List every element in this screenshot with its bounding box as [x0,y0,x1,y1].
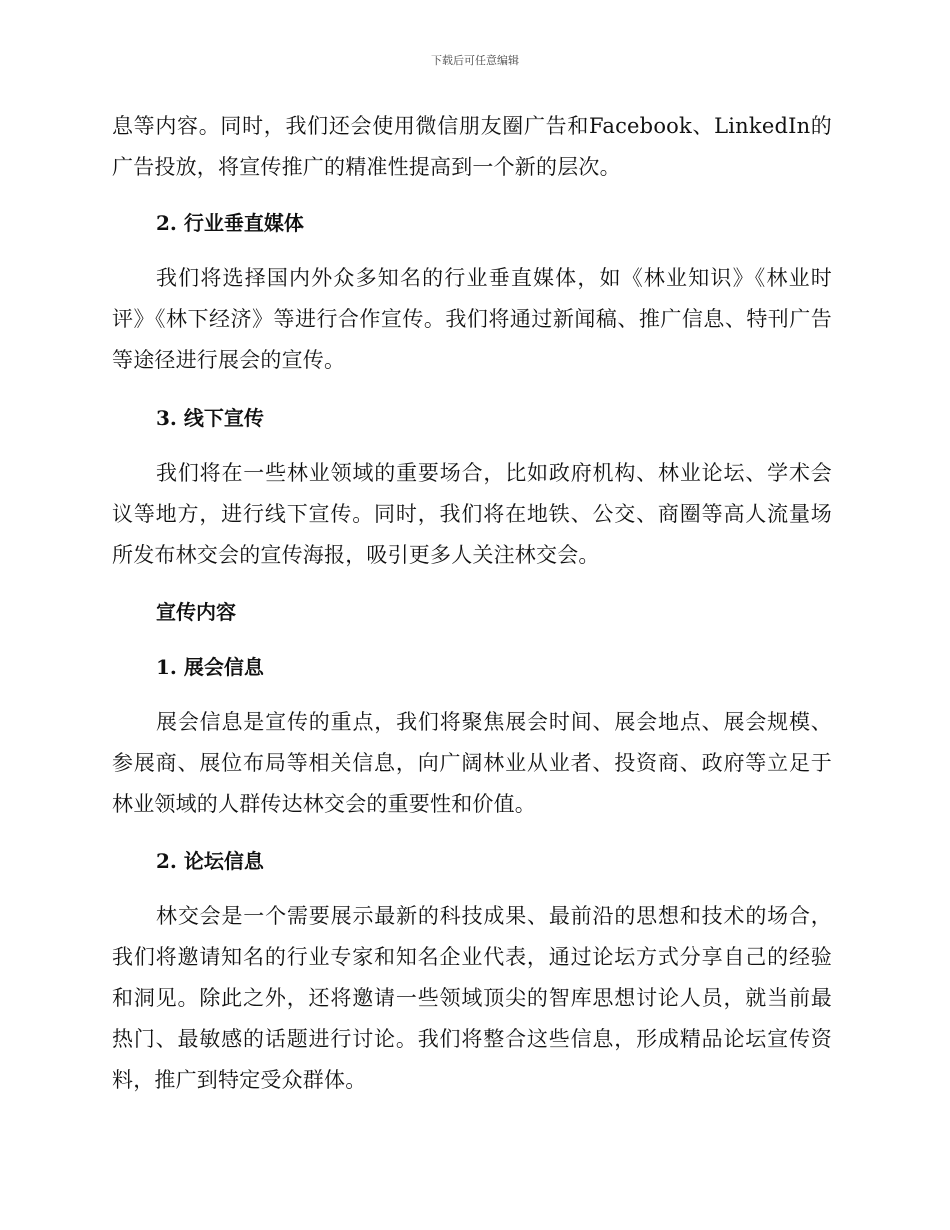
heading-vertical-media: 2. 行业垂直媒体 [156,211,304,235]
paragraph-intro: 息等内容。同时，我们还会使用微信朋友圈广告和Facebook、LinkedIn的广告投放，将宣传推广的精准性提高到一个新的层次。 [112,114,832,179]
paragraph-forum-info: 林交会是一个需要展示最新的科技成果、最前沿的思想和技术的场合，我们将邀请知名的行业专家和知名企业代表，通过论坛方式分享自己的经验和洞见。除此之外，还将邀请一些领域顶尖的智库思想讨论人员，就当前最热门、最敏感的话题进行讨论。我们将整合这些信息，形成精品论坛宣传资料，推广到特定受众群体。 [112,904,832,1092]
page-header: 下载后可任意编辑 [431,54,519,67]
heading-promo-content: 宣传内容 [156,600,236,624]
heading-exhibition-info: 1. 展会信息 [156,655,264,679]
paragraph-offline: 我们将在一些林业领域的重要场合，比如政府机构、林业论坛、学术会议等地方，进行线下宣传。同时，我们将在地铁、公交、商圈等高人流量场所发布林交会的宣传海报，吸引更多人关注林交会。 [112,461,832,567]
heading-offline: 3. 线下宣传 [156,406,264,430]
paragraph-exhibition-info: 展会信息是宣传的重点，我们将聚焦展会时间、展会地点、展会规模、参展商、展位布局等相关信息，向广阔林业从业者、投资商、政府等立足于林业领域的人群传达林交会的重要性和价值。 [112,710,832,816]
paragraph-vertical-media: 我们将选择国内外众多知名的行业垂直媒体，如《林业知识》《林业时评》《林下经济》等进行合作宣传。我们将通过新闻稿、推广信息、特刊广告等途径进行展会的宣传。 [112,266,832,372]
heading-forum-info: 2. 论坛信息 [156,849,264,873]
